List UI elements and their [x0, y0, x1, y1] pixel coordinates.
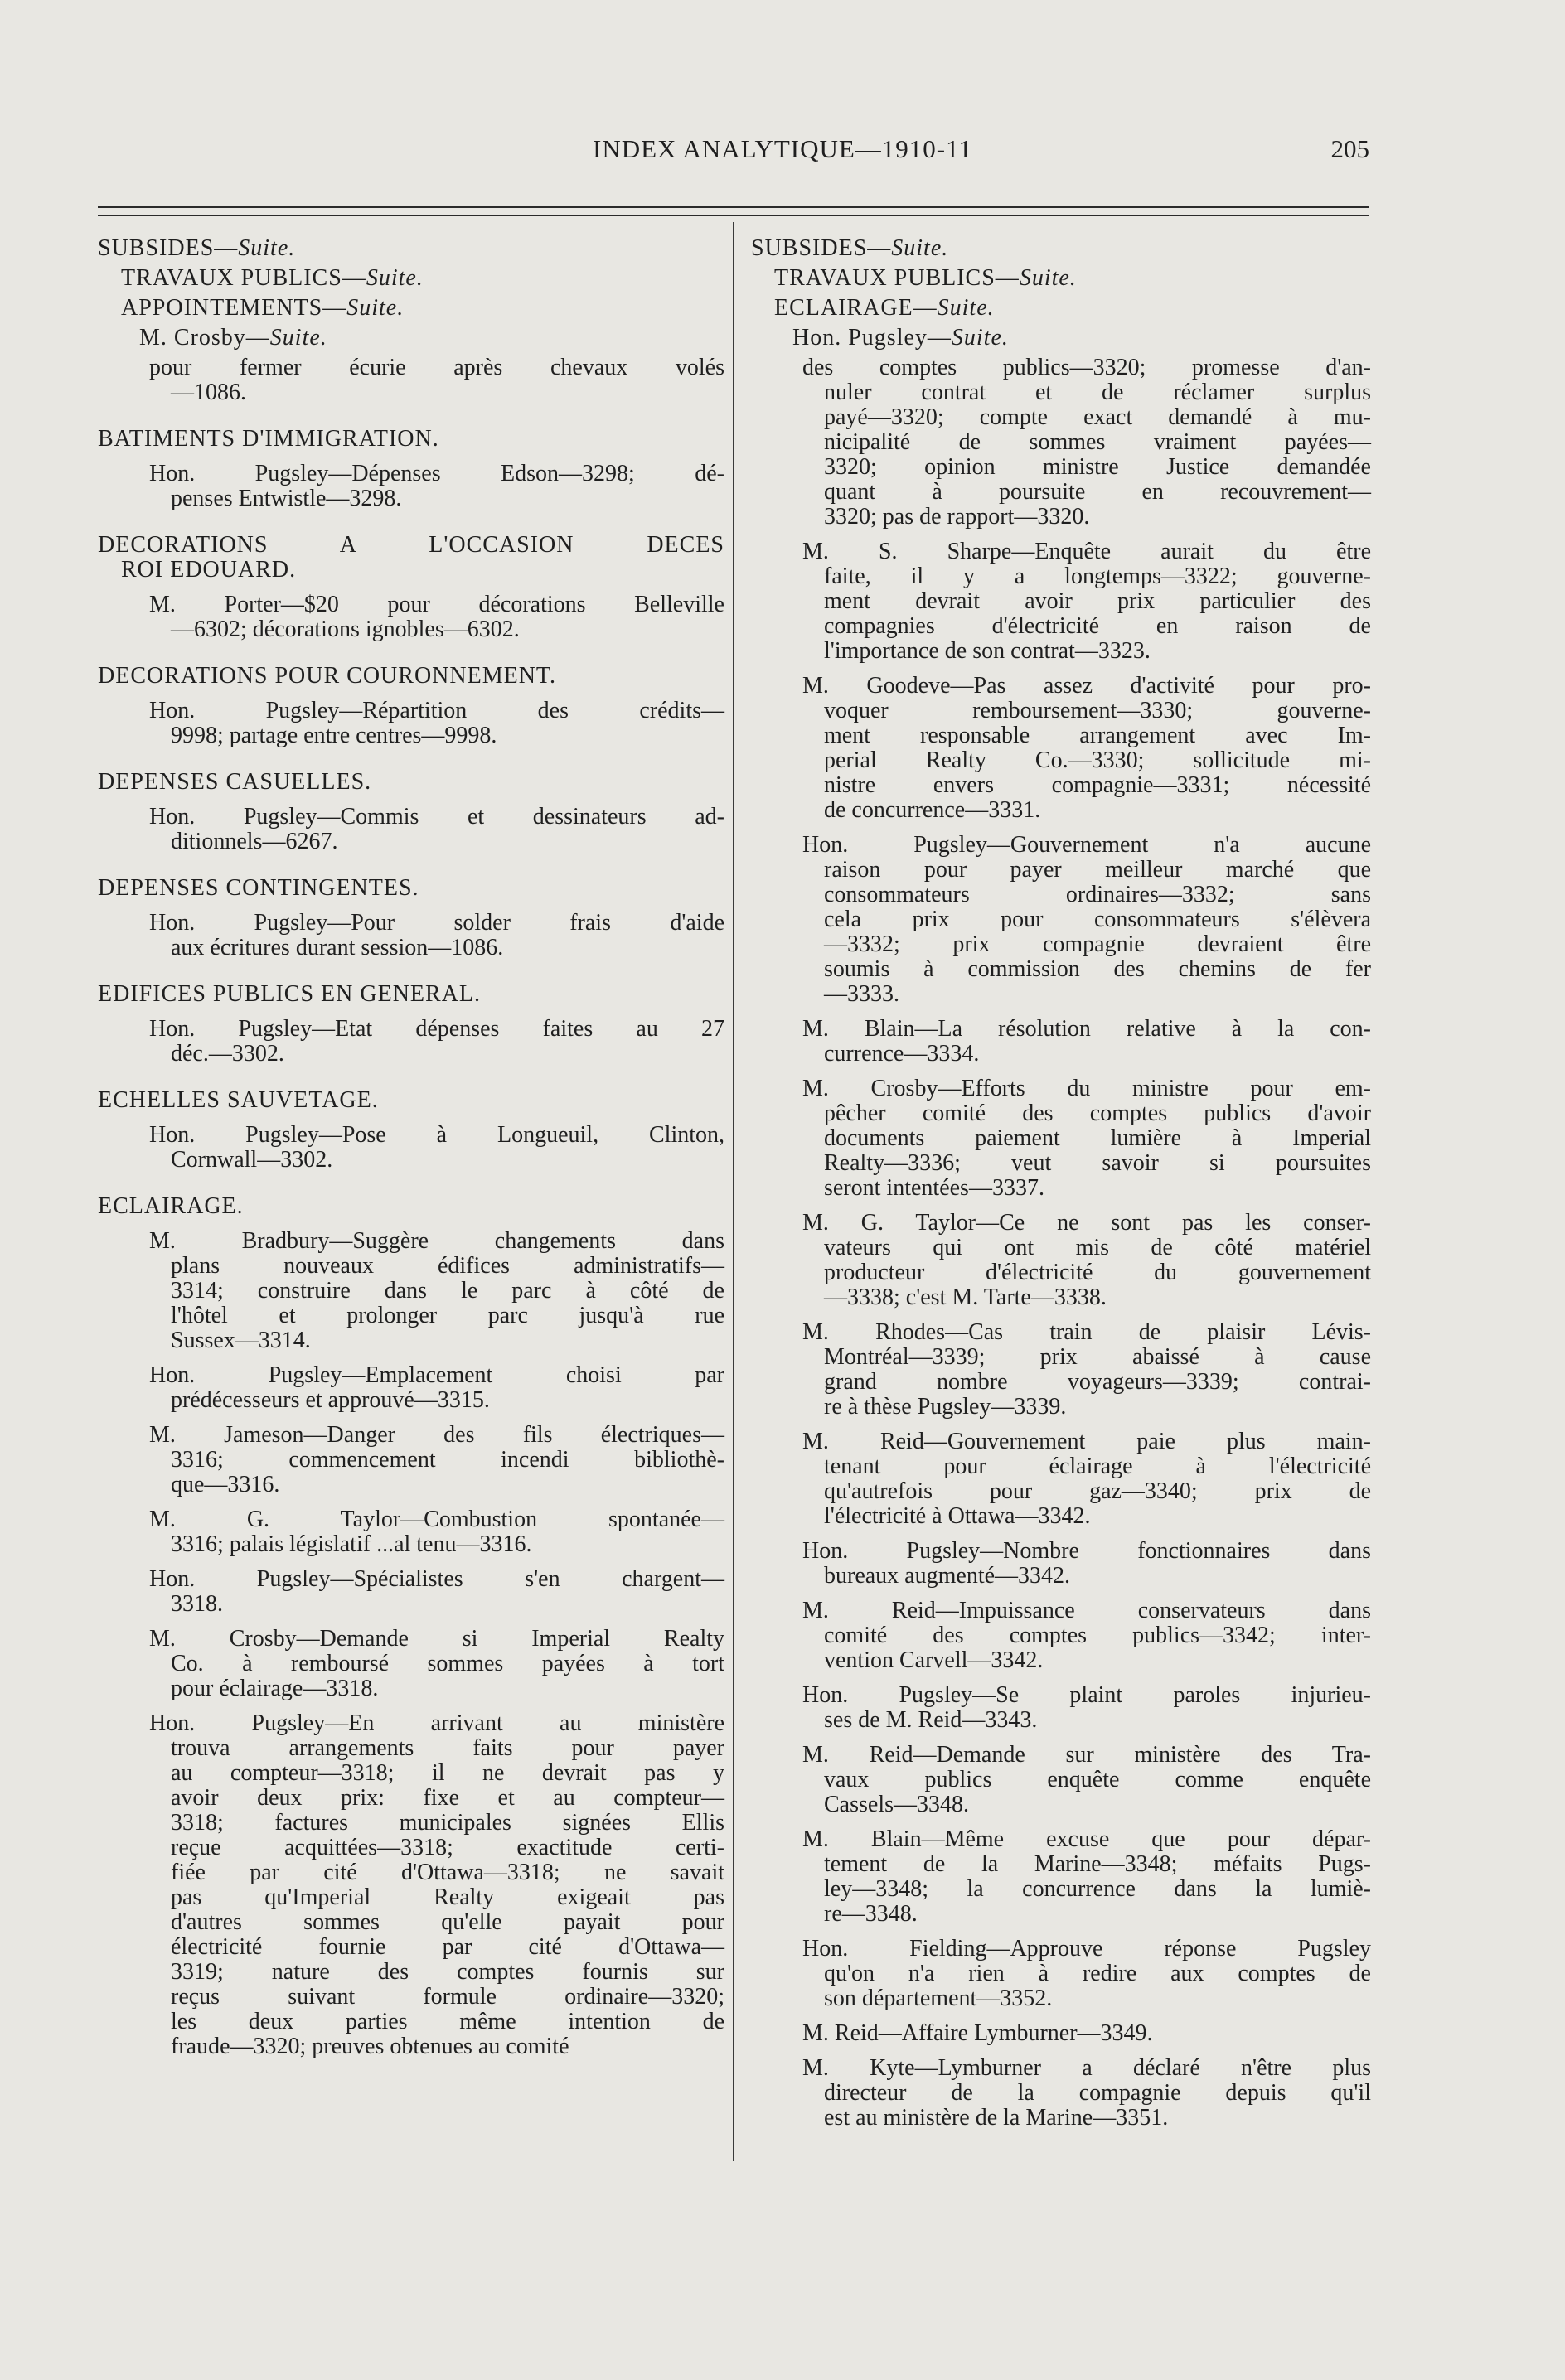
entry-line: nuler contrat et de réclamer surplus	[824, 380, 1371, 405]
index-entry	[98, 1363, 724, 1413]
index-section	[98, 876, 724, 960]
index-entry	[98, 805, 724, 854]
heading-text: TRAVAUX PUBLICS—	[774, 265, 1020, 291]
index-entry	[751, 1211, 1371, 1310]
continued-heading	[751, 266, 1371, 291]
index-entry	[98, 1123, 724, 1173]
entry-line: M. Porter—$20 pour décorations Belleville	[149, 592, 724, 617]
entry-line: Hon. Pugsley—Spécialistes s'en chargent—	[149, 1566, 724, 1592]
heading-text: Hon. Pugsley—	[792, 325, 952, 351]
entry-line: fiée par cité d'Ottawa—3318; ne savait	[171, 1860, 724, 1885]
heading-suite: Suite.	[238, 235, 296, 261]
continued-heading	[751, 326, 1371, 351]
index-entry	[98, 1423, 724, 1497]
entry-line: électricité fournie par cité d'Ottawa—	[171, 1934, 724, 1960]
entry-line: l'électricité à Ottawa—3342.	[824, 1503, 1091, 1529]
continued-heading	[98, 266, 724, 291]
index-entry	[98, 1711, 724, 2059]
entry-line: penses Entwistle—3298.	[171, 486, 402, 511]
entry-line: perial Realty Co.—3330; sollicitude mi-	[824, 747, 1371, 773]
entry-line: re à thèse Pugsley—3339.	[824, 1394, 1067, 1420]
entry-line: M. Goodeve—Pas assez d'activité pour pro-	[802, 673, 1371, 699]
entry-line: prédécesseurs et approuvé—3315.	[171, 1387, 490, 1413]
entry-line: compagnies d'électricité en raison de	[824, 613, 1371, 639]
entry-line: —1086.	[171, 380, 246, 405]
running-head	[0, 134, 1565, 176]
entry-line: currence—3334.	[824, 1041, 980, 1067]
entry-line: seront intentées—3337.	[824, 1175, 1044, 1201]
index-section	[98, 664, 724, 748]
section-title-line: BATIMENTS D'IMMIGRATION.	[98, 426, 439, 452]
entry-line: faite, il y a longtemps—3322; gouverne-	[824, 564, 1371, 589]
heading-text: M. Crosby—	[139, 325, 270, 351]
heading-text: TRAVAUX PUBLICS—	[121, 265, 366, 291]
index-entry	[98, 911, 724, 960]
heading-suite: Suite.	[1019, 265, 1077, 291]
entry-line: pour fermer écurie après chevaux volés	[149, 355, 724, 380]
entry-line: 3320; pas de rapport—3320.	[824, 504, 1090, 530]
entry-line: Hon. Pugsley—Répartition des crédits—	[149, 698, 724, 723]
index-entry	[751, 1539, 1371, 1589]
entry-line: M. Blain—Même excuse que pour dépar-	[802, 1826, 1371, 1852]
entry-line: M. Jameson—Danger des fils électriques—	[149, 1422, 724, 1448]
entry-line: M. Crosby—Efforts du ministre pour em-	[802, 1076, 1371, 1101]
index-entry	[751, 1743, 1371, 1817]
heading-suite: Suite.	[346, 295, 405, 321]
continued-heading	[98, 326, 724, 351]
entry-line: son département—3352.	[824, 1986, 1053, 2011]
index-entry	[98, 1017, 724, 1067]
entry-line: re—3348.	[824, 1901, 918, 1927]
entry-line: les deux parties même intention de	[171, 2009, 724, 2034]
entry-line: Co. à remboursé sommes payées à tort	[171, 1651, 724, 1676]
entry-line: —6302; décorations ignobles—6302.	[171, 617, 520, 642]
heading-text: APPOINTEMENTS—	[121, 295, 347, 321]
entry-line: M. Reid—Demande sur ministère des Tra-	[802, 1742, 1371, 1768]
index-entry	[751, 1937, 1371, 2011]
entry-line: pas qu'Imperial Realty exigeait pas	[171, 1884, 724, 1910]
header-rule-bottom	[98, 215, 1369, 216]
entry-line: qu'autrefois pour gaz—3340; prix de	[824, 1478, 1371, 1504]
entry-line: directeur de la compagnie depuis qu'il	[824, 2080, 1371, 2106]
section-title-line: ECLAIRAGE.	[98, 1193, 244, 1219]
section-title-line: DEPENSES CONTINGENTES.	[98, 875, 419, 901]
index-section	[98, 1194, 724, 2059]
section-title-line: DECORATIONS A L'OCCASION DECES	[98, 532, 724, 558]
entry-line: ses de M. Reid—3343.	[824, 1707, 1038, 1733]
right-column	[751, 236, 1371, 2141]
index-entry	[751, 539, 1371, 664]
entry-line: Realty—3336; veut savoir si poursuites	[824, 1150, 1371, 1176]
heading-suite: Suite.	[951, 325, 1009, 351]
section-title	[98, 770, 724, 795]
index-entry	[751, 833, 1371, 1007]
index-entry	[751, 674, 1371, 823]
entry-line: reçue acquittées—3318; exactitude certi-	[171, 1835, 724, 1860]
index-section	[98, 1088, 724, 1173]
entry-line: tement de la Marine—3348; méfaits Pugs-	[824, 1851, 1371, 1877]
left-column	[98, 236, 724, 2069]
entry-line: M. Crosby—Demande si Imperial Realty	[149, 1626, 724, 1652]
entry-line: ment responsable arrangement avec Im-	[824, 723, 1371, 748]
entry-line: des comptes publics—3320; promesse d'an-	[802, 355, 1371, 380]
index-entry	[98, 462, 724, 511]
section-title-line: EDIFICES PUBLICS EN GENERAL.	[98, 981, 482, 1007]
page-number: 205	[1330, 134, 1369, 163]
section-title-line: ROI EDOUARD.	[121, 557, 297, 583]
entry-line: trouva arrangements faits pour payer	[171, 1735, 724, 1761]
index-section	[98, 533, 724, 642]
entry-line: Hon. Pugsley—Se plaint paroles injurieu-	[802, 1682, 1371, 1708]
section-title-line: ECHELLES SAUVETAGE.	[98, 1087, 379, 1113]
index-entry	[98, 593, 724, 642]
continued-heading	[98, 296, 724, 321]
entry-line: —3333.	[824, 981, 899, 1007]
index-section	[98, 427, 724, 511]
entry-line: soumis à commission des chemins de fer	[824, 956, 1371, 982]
heading-text: ECLAIRAGE—	[774, 295, 938, 321]
entry-line: qu'on n'a rien à redire aux comptes de	[824, 1961, 1371, 1986]
entry-line: de concurrence—3331.	[824, 797, 1041, 823]
index-entry	[751, 1599, 1371, 1673]
entry-line: bureaux augmenté—3342.	[824, 1563, 1071, 1589]
entry-line: —3332; prix compagnie devraient être	[824, 931, 1371, 957]
heading-suite: Suite.	[366, 265, 424, 291]
index-entry	[751, 2021, 1371, 2046]
entry-line: 3320; opinion ministre Justice demandée	[824, 454, 1371, 480]
entry-line: tenant pour éclairage à l'électricité	[824, 1454, 1371, 1479]
heading-suite: Suite.	[891, 235, 949, 261]
header-rule-top	[98, 206, 1369, 208]
entry-line: 3314; construire dans le parc à côté de	[171, 1278, 724, 1304]
heading-text: SUBSIDES—	[98, 235, 239, 261]
entry-line: Montréal—3339; prix abaissé à cause	[824, 1344, 1371, 1370]
entry-line: voquer remboursement—3330; gouverne-	[824, 698, 1371, 723]
entry-line: Hon. Pugsley—Emplacement choisi par	[149, 1362, 724, 1388]
column-divider	[733, 222, 734, 2161]
entry-line: Cassels—3348.	[824, 1792, 969, 1817]
entry-line: au compteur—3318; il ne devrait pas y	[171, 1760, 724, 1786]
entry-line: Hon. Pugsley—Commis et dessinateurs ad-	[149, 804, 724, 830]
entry-line: d'autres sommes qu'elle payait pour	[171, 1909, 724, 1935]
section-title	[98, 982, 724, 1007]
entry-line: fraude—3320; preuves obtenues au comité	[171, 2034, 569, 2059]
entry-line: producteur d'électricité du gouvernement	[824, 1260, 1371, 1285]
heading-suite: Suite.	[269, 325, 327, 351]
entry-line: l'hôtel et prolonger parc jusqu'à rue	[171, 1303, 724, 1328]
entry-line: 3316; commencement incendi bibliothè-	[171, 1447, 724, 1473]
entry-line: payé—3320; compte exact demandé à mu-	[824, 404, 1371, 430]
index-entry	[751, 1429, 1371, 1529]
entry-line: raison pour payer meilleur marché que	[824, 857, 1371, 883]
entry-line: M. G. Taylor—Combustion spontanée—	[149, 1507, 724, 1532]
index-section	[98, 770, 724, 854]
section-title	[98, 533, 724, 583]
section-title	[98, 1088, 724, 1113]
entry-line: est au ministère de la Marine—3351.	[824, 2105, 1169, 2131]
heading-text: SUBSIDES—	[751, 235, 892, 261]
entry-line: que—3316.	[171, 1472, 280, 1497]
index-section	[98, 982, 724, 1067]
entry-line: Cornwall—3302.	[171, 1147, 333, 1173]
entry-line: avoir deux prix: fixe et au compteur—	[171, 1785, 724, 1811]
section-title	[98, 1194, 724, 1219]
entry-line: quant à poursuite en recouvrement—	[824, 479, 1371, 505]
index-entry	[751, 2056, 1371, 2131]
entry-line: —3338; c'est M. Tarte—3338.	[824, 1284, 1107, 1310]
index-entry	[98, 356, 724, 405]
index-entry	[751, 356, 1371, 530]
entry-line: consommateurs ordinaires—3332; sans	[824, 882, 1371, 907]
index-entry	[751, 1683, 1371, 1733]
entry-line: 9998; partage entre centres—9998.	[171, 723, 497, 748]
index-entry	[751, 1017, 1371, 1067]
entry-line: 3319; nature des comptes fournis sur	[171, 1959, 724, 1985]
entry-line: M. Blain—La résolution relative à la con-	[802, 1016, 1371, 1042]
entry-line: ment devrait avoir prix particulier des	[824, 588, 1371, 614]
index-entry	[751, 1320, 1371, 1420]
entry-line: Hon. Pugsley—Pour solder frais d'aide	[149, 910, 724, 936]
section-title	[98, 876, 724, 901]
entry-line: 3316; palais législatif ...al tenu—3316.	[171, 1531, 532, 1557]
section-title	[98, 427, 724, 452]
entry-line: M. Bradbury—Suggère changements dans	[149, 1228, 724, 1254]
entry-line: Hon. Pugsley—Pose à Longueuil, Clinton,	[149, 1122, 724, 1148]
entry-line: nistre envers compagnie—3331; nécessité	[824, 772, 1371, 798]
entry-line: M. Reid—Impuissance conservateurs dans	[802, 1598, 1371, 1623]
entry-line: aux écritures durant session—1086.	[171, 935, 504, 960]
entry-line: l'importance de son contrat—3323.	[824, 638, 1151, 664]
entry-line: grand nombre voyageurs—3339; contrai-	[824, 1369, 1371, 1395]
section-title	[98, 664, 724, 689]
entry-line: Hon. Pugsley—Etat dépenses faites au 27	[149, 1016, 724, 1042]
entry-line: vateurs qui ont mis de côté matériel	[824, 1235, 1371, 1260]
continued-heading	[98, 236, 724, 261]
entry-line: M. S. Sharpe—Enquête aurait du être	[802, 539, 1371, 564]
entry-line: M. Rhodes—Cas train de plaisir Lévis-	[802, 1319, 1371, 1345]
entry-line: M. Kyte—Lymburner a déclaré n'être plus	[802, 2055, 1371, 2081]
index-entry	[98, 1567, 724, 1617]
entry-line: 3318; factures municipales signées Ellis	[171, 1810, 724, 1836]
continued-heading	[751, 296, 1371, 321]
entry-line: Hon. Pugsley—Nombre fonctionnaires dans	[802, 1538, 1371, 1564]
index-entry	[751, 1827, 1371, 1927]
entry-line: ley—3348; la concurrence dans la lumiè-	[824, 1876, 1371, 1902]
continued-heading	[751, 236, 1371, 261]
index-entry	[98, 699, 724, 748]
entry-line: M. Reid—Affaire Lymburner—3349.	[802, 2020, 1153, 2046]
entry-line: pour éclairage—3318.	[171, 1676, 379, 1701]
entry-line: nicipalité de sommes vraiment payées—	[824, 429, 1371, 455]
entry-line: vaux publics enquête comme enquête	[824, 1767, 1371, 1792]
entry-line: M. G. Taylor—Ce ne sont pas les conser-	[802, 1210, 1371, 1236]
entry-line: ditionnels—6267.	[171, 829, 338, 854]
section-title-line: DECORATIONS POUR COURONNEMENT.	[98, 663, 556, 689]
entry-line: déc.—3302.	[171, 1041, 284, 1067]
entry-line: reçus suivant formule ordinaire—3320;	[171, 1984, 724, 2010]
entry-line: comité des comptes publics—3342; inter-	[824, 1623, 1371, 1648]
entry-line: plans nouveaux édifices administratifs—	[171, 1253, 724, 1279]
running-title: INDEX ANALYTIQUE—1910-11	[593, 134, 972, 163]
entry-line: pêcher comité des comptes publics d'avoir	[824, 1101, 1371, 1126]
section-title-line: DEPENSES CASUELLES.	[98, 769, 372, 795]
entry-line: cela prix pour consommateurs s'élèvera	[824, 907, 1371, 932]
entry-line: Hon. Pugsley—Gouvernement n'a aucune	[802, 832, 1371, 858]
entry-line: Hon. Fielding—Approuve réponse Pugsley	[802, 1936, 1371, 1962]
index-entry	[98, 1229, 724, 1353]
entry-line: Hon. Pugsley—Dépenses Edson—3298; dé-	[149, 461, 724, 486]
entry-line: Sussex—3314.	[171, 1328, 311, 1353]
index-entry	[98, 1627, 724, 1701]
entry-line: documents paiement lumière à Imperial	[824, 1125, 1371, 1151]
entry-line: M. Reid—Gouvernement paie plus main-	[802, 1429, 1371, 1454]
entry-line: vention Carvell—3342.	[824, 1647, 1044, 1673]
index-entry	[751, 1076, 1371, 1201]
entry-line: Hon. Pugsley—En arrivant au ministère	[149, 1710, 724, 1736]
entry-line: 3318.	[171, 1591, 223, 1617]
index-entry	[98, 1507, 724, 1557]
heading-suite: Suite.	[937, 295, 995, 321]
